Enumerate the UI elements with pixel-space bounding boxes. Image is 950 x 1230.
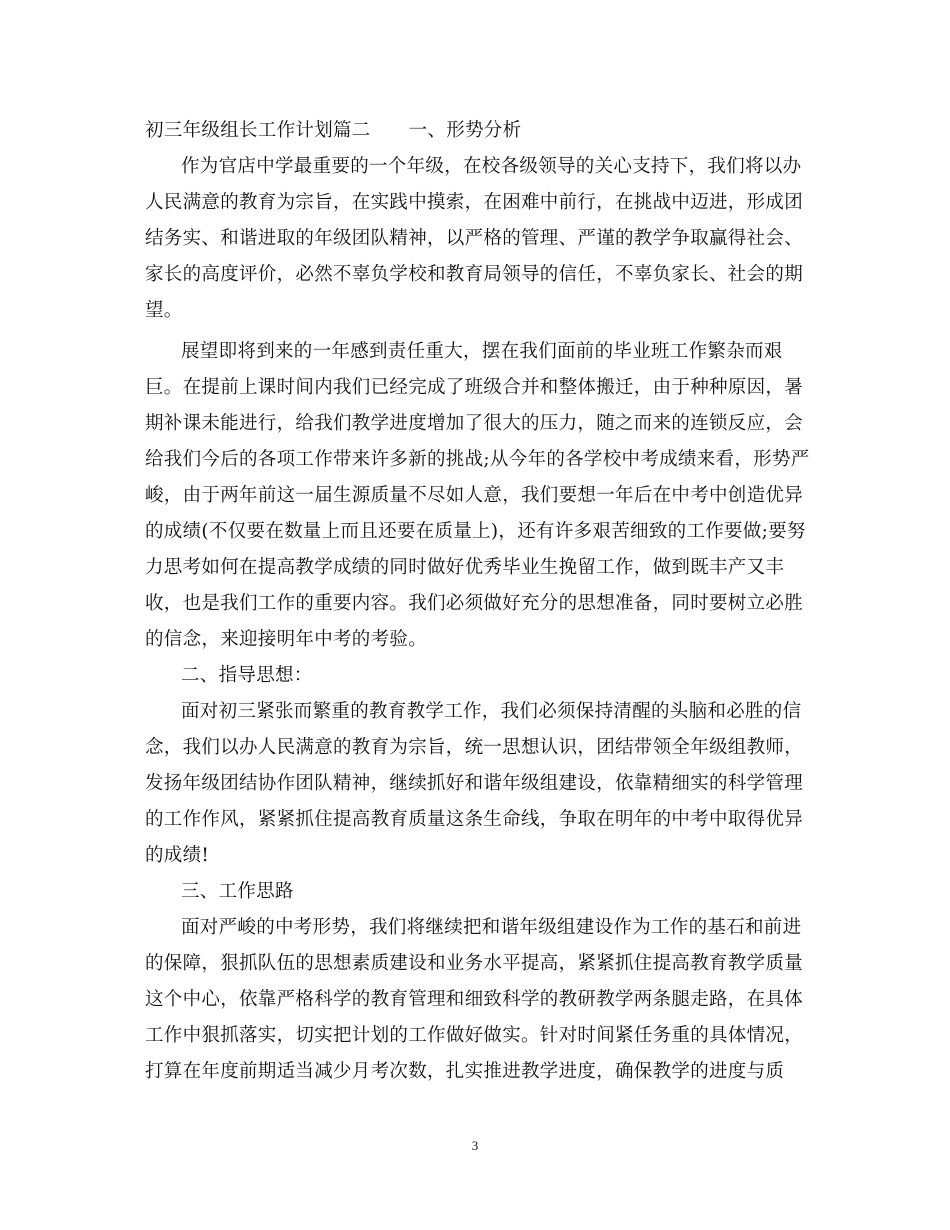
paragraph-line: 这个中心，依靠严格科学的教育管理和细致科学的教研教学两条腿走路，在具体 [145, 989, 804, 1010]
paragraph-line: 的保障，狠抓队伍的思想素质建设和业务水平提高，紧紧抓住提高教育教学质量 [145, 953, 804, 974]
paragraph-line: 打算在年度前期适当减少月考次数，扎实推进教学进度，确保教学的进度与质 [145, 1061, 785, 1082]
paragraph-line: 给我们今后的各项工作带来许多新的挑战;从今年的各学校中考成绩来看，形势严 [145, 449, 810, 470]
paragraph-line: 峻，由于两年前这一届生源质量不尽如人意，我们要想一年后在中考中创造优异 [145, 485, 804, 506]
paragraph-line: 念，我们以办人民满意的教育为宗旨，统一思想认识，团结带领全年级组教师， [145, 737, 804, 758]
document-title-line [145, 119, 521, 143]
paragraph-line: 发扬年级团结协作团队精神，继续抓好和谐年级组建设，依靠精细实的科学管理 [145, 773, 804, 794]
paragraph-line: 作为官店中学最重要的一个年级，在校各级领导的关心支持下，我们将以办 [181, 156, 802, 177]
paragraph-line: 的工作作风，紧紧抓住提高教育质量这条生命线，争取在明年的中考中取得优异 [145, 809, 804, 830]
page-number: 3 [471, 1138, 479, 1153]
paragraph-line: 面对初三紧张而繁重的教育教学工作，我们必须保持清醒的头脑和必胜的信 [181, 701, 802, 722]
paragraph-line: 期补课未能进行，给我们教学进度增加了很大的压力，随之而来的连锁反应，会 [145, 413, 804, 434]
section-heading-situation-analysis: 一、形势分析 [408, 120, 522, 141]
section-heading-work-approach: 三、工作思路 [181, 881, 294, 902]
paragraph-line: 工作中狠抓落实，切实把计划的工作做好做实。针对时间紧任务重的具体情况， [145, 1025, 804, 1046]
paragraph-line: 望。 [145, 300, 183, 321]
paragraph-line: 收，也是我们工作的重要内容。我们必须做好充分的思想准备，同时要树立必胜 [145, 593, 804, 614]
paragraph-line: 巨。在提前上课时间内我们已经完成了班级合并和整体搬迁，由于种种原因，暑 [145, 377, 804, 398]
document-title: 初三年级组长工作计划篇二 [145, 120, 371, 141]
paragraph-line: 的信念，来迎接明年中考的考验。 [145, 629, 428, 650]
paragraph-line: 展望即将到来的一年感到责任重大，摆在我们面前的毕业班工作繁杂而艰 [181, 341, 783, 362]
paragraph-line: 面对严峻的中考形势，我们将继续把和谐年级组建设作为工作的基石和前进 [181, 917, 802, 938]
paragraph-line: 家长的高度评价，必然不辜负学校和教育局领导的信任，不辜负家长、社会的期 [145, 264, 804, 285]
paragraph-line: 结务实、和谐进取的年级团队精神，以严格的管理、严谨的教学争取赢得社会、 [145, 228, 804, 249]
paragraph-line: 的成绩(不仅要在数量上而且还要在质量上)，还有许多艰苦细致的工作要做;要努 [145, 521, 806, 542]
paragraph-line: 力思考如何在提高教学成绩的同时做好优秀毕业生挽留工作，做到既丰产又丰 [145, 557, 785, 578]
paragraph-line: 人民满意的教育为宗旨，在实践中摸索，在困难中前行，在挑战中迈进，形成团 [145, 192, 804, 213]
paragraph-line: 的成绩! [145, 845, 210, 866]
section-heading-guiding-ideology: 二、指导思想： [181, 665, 313, 686]
